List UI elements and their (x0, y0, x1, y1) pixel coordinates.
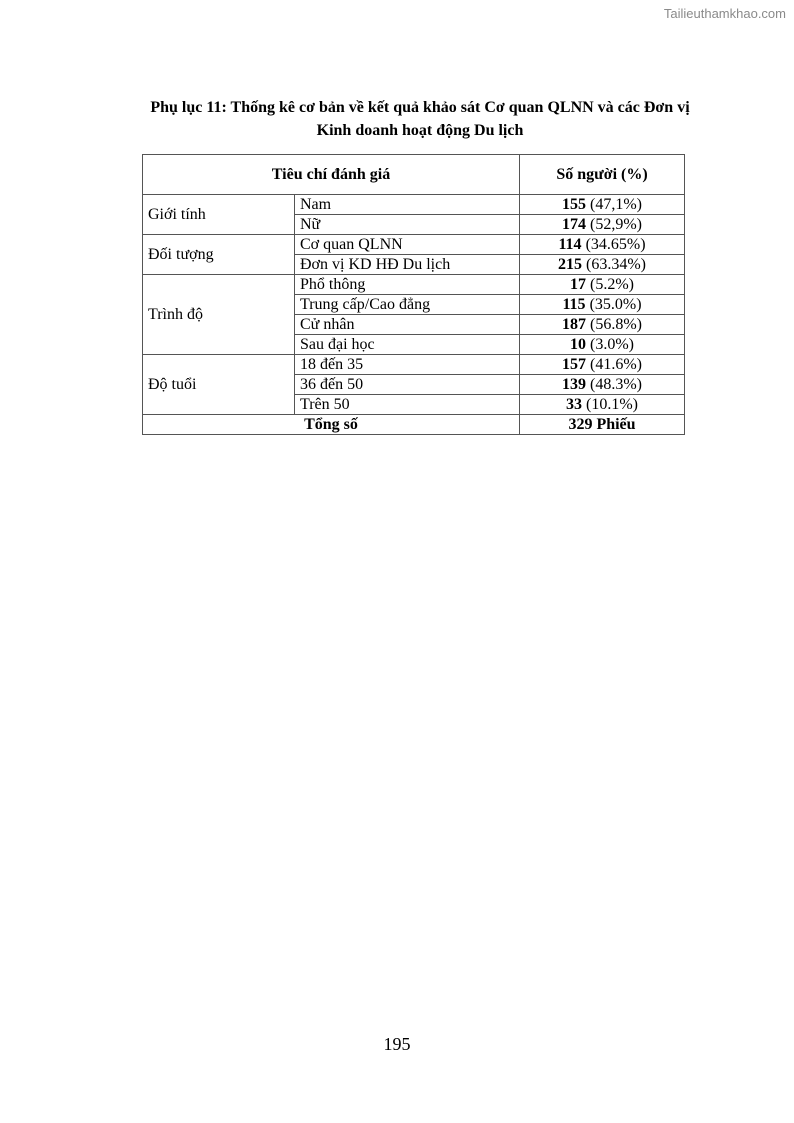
table-row (143, 355, 685, 375)
total-value: 329 Phiếu (520, 415, 685, 435)
table-header-row (143, 155, 685, 195)
item-label: Đơn vị KD HĐ Du lịch (295, 255, 520, 275)
item-label: Phổ thông (295, 275, 520, 295)
survey-table (142, 154, 685, 435)
count-value: 139 (562, 376, 586, 393)
title-line-1: Phụ lục 11: Thống kê cơ bản về kết quả khảo sát Cơ quan QLNN và các Đơn vị (150, 99, 690, 116)
percent-value: (56.8%) (586, 316, 642, 333)
header-criteria: Tiêu chí đánh giá (143, 155, 520, 195)
percent-value: (41.6%) (586, 356, 642, 373)
count-value: 155 (562, 196, 586, 213)
count-cell (520, 195, 685, 215)
count-value: 17 (570, 276, 586, 293)
table-row (143, 235, 685, 255)
count-cell (520, 315, 685, 335)
count-cell (520, 215, 685, 235)
percent-value: (34.65%) (581, 236, 646, 253)
group-label: Đối tượng (143, 235, 295, 275)
count-value: 157 (562, 356, 586, 373)
count-value: 174 (562, 216, 586, 233)
watermark: Tailieuthamkhao.com (663, 6, 786, 21)
count-value: 114 (558, 236, 582, 253)
item-label: Nữ (295, 215, 520, 235)
table-row (143, 275, 685, 295)
group-label: Giới tính (143, 195, 295, 235)
count-value: 33 (566, 396, 582, 413)
percent-value: (3.0%) (586, 336, 634, 353)
header-count: Số người (%) (520, 155, 685, 195)
count-cell (520, 275, 685, 295)
item-label: 18 đến 35 (295, 355, 520, 375)
count-value: 10 (570, 336, 586, 353)
title-line-2: Kinh doanh hoạt động Du lịch (316, 122, 524, 139)
percent-value: (47,1%) (586, 196, 642, 213)
total-row (143, 415, 685, 435)
count-cell (520, 355, 685, 375)
percent-value: (52,9%) (586, 216, 642, 233)
percent-value: (48.3%) (586, 376, 642, 393)
page-title (100, 96, 740, 142)
item-label: Cử nhân (295, 315, 520, 335)
item-label: Nam (295, 195, 520, 215)
percent-value: (5.2%) (586, 276, 634, 293)
count-cell (520, 375, 685, 395)
percent-value: (63.34%) (582, 256, 646, 273)
group-label: Độ tuổi (143, 355, 295, 415)
percent-value: (10.1%) (582, 396, 638, 413)
table-body (143, 195, 685, 415)
page-number: 195 (383, 1034, 411, 1054)
count-cell (520, 395, 685, 415)
count-cell (520, 295, 685, 315)
count-cell (520, 235, 685, 255)
percent-value: (35.0%) (585, 296, 642, 313)
count-cell (520, 255, 685, 275)
count-cell (520, 335, 685, 355)
item-label: Cơ quan QLNN (295, 235, 520, 255)
count-value: 115 (562, 296, 586, 313)
count-value: 215 (558, 256, 582, 273)
item-label: Sau đại học (295, 335, 520, 355)
count-value: 187 (562, 316, 586, 333)
item-label: 36 đến 50 (295, 375, 520, 395)
item-label: Trên 50 (295, 395, 520, 415)
group-label: Trình độ (143, 275, 295, 355)
item-label: Trung cấp/Cao đẳng (295, 295, 520, 315)
table-row (143, 195, 685, 215)
total-label: Tổng số (143, 415, 520, 435)
